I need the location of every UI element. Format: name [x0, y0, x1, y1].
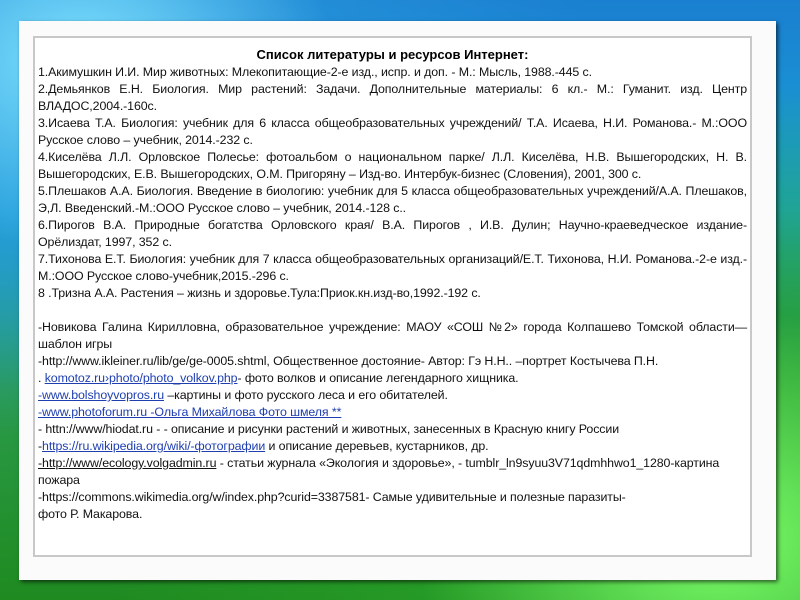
- reference-item: 5.Плешаков А.А. Биология. Введение в биологию: учебник для 5 класса общеобразовательных учреждений/А.А. Плешаков, Э,Л. Введенский.-М.:ООО Русское слово – учебник, 2014.-128 с..: [38, 184, 747, 215]
- reference-item: 6.Пирогов В.А. Природные богатства Орловского края/ В.А. Пирогов , И.В. Дулин; Научно-краеведческое издание-Орёлиздат, 1997, 352 с.: [38, 218, 747, 249]
- resource-prefix: -: [38, 439, 43, 453]
- resource-item: -https://commons.wikimedia.org/w/index.php?curid=3387581- Самые удивительные и полезные паразиты-: [38, 490, 626, 504]
- reference-item: 8 .Тризна А.А. Растения – жизнь и здоровье.Тула:Приок.кн.изд-во,1992.-192 с.: [38, 286, 481, 300]
- reference-item: 3.Исаева Т.А. Биология: учебник для 6 класса общеобразовательных учреждений/ Т.А. Исаева, Н.И. Романова.- М.:ООО Русское слово – учебник, 2014.-232 с.: [38, 116, 747, 147]
- reference-item: 2.Демьянков Е.Н. Биология. Мир растений: Задачи. Дополнительные материалы: 6 кл.- М.: Гуманит. изд. Центр ВЛАДОС,2004.-160с.: [38, 82, 747, 113]
- content-box: [33, 36, 752, 557]
- resource-link[interactable]: -www.bolshoyvopros.ru: [38, 388, 164, 402]
- resource-link[interactable]: https://ru.wikipedia.org/wiki/-фотографии: [42, 439, 266, 453]
- reference-item: 7.Тихонова Е.Т. Биология: учебник для 7 класса общеобразовательных организаций/Е.Т. Тихонова, Н.И. Романова.-2-е изд.-М.:ООО Русское слово-учебник,2015.-296 с.: [38, 252, 747, 283]
- resource-item: [38, 404, 747, 421]
- resource-item: - httn://www/hiodat.ru - - описание и рисунки растений и животных, занесенных в Красную книгу России: [38, 422, 620, 436]
- resource-text: - фото волков и описание легендарного хищника.: [237, 371, 519, 385]
- resource-item: [38, 438, 747, 455]
- resource-prefix: .: [38, 371, 45, 385]
- slide-frame: [19, 21, 776, 580]
- resource-item: [38, 455, 747, 489]
- spacer: [38, 302, 747, 319]
- resource-link[interactable]: -http://www/ecology.volgadmin.ru: [38, 456, 217, 470]
- reference-item: 4.Киселёва Л.Л. Орловское Полесье: фотоальбом о национальном парке/ Л.Л. Киселёва, Н.В. Вышегородских, Н. В. Вышегородских, Е.В. Вышегородских, О.М. Пригоряну – Изд-во. Интербук-бизнес (Словения), 2001, 300 с.: [38, 150, 747, 181]
- resource-item: фото Р. Макарова.: [38, 507, 143, 521]
- resource-link[interactable]: -www.photoforum.ru -Ольга Михайлова Фото шмеля **: [38, 405, 342, 419]
- reference-item: 1.Акимушкин И.И. Мир животных: Млекопитающие-2-е изд., испр. и доп. - М.: Мысль, 1988.-445 с.: [38, 65, 592, 79]
- resource-item: [38, 387, 747, 404]
- resource-text: и описание деревьев, кустарников, др.: [265, 439, 489, 453]
- resource-link[interactable]: komotoz.ru›photo/photo_volkov.php: [44, 371, 238, 385]
- resource-text: - статьи журнала «Экология и здоровье», - tumblr_ln9syuu3V71qdmhhwo1_1280-картина пожара: [38, 456, 720, 487]
- page-title: Список литературы и ресурсов Интернет:: [256, 47, 529, 62]
- resource-text: –картины и фото русского леса и его обитателей.: [164, 388, 448, 402]
- resource-item: -Новикова Галина Кирилловна, образовательное учреждение: МАОУ «СОШ №2» города Колпашево Томской области—шаблон игры: [38, 320, 747, 351]
- resource-item: [38, 370, 747, 387]
- resource-item: -http://www.ikleiner.ru/lib/ge/ge-0005.shtml, Общественное достояние- Автор: Гэ Н.Н.. –портрет Костычева П.Н.: [38, 354, 659, 368]
